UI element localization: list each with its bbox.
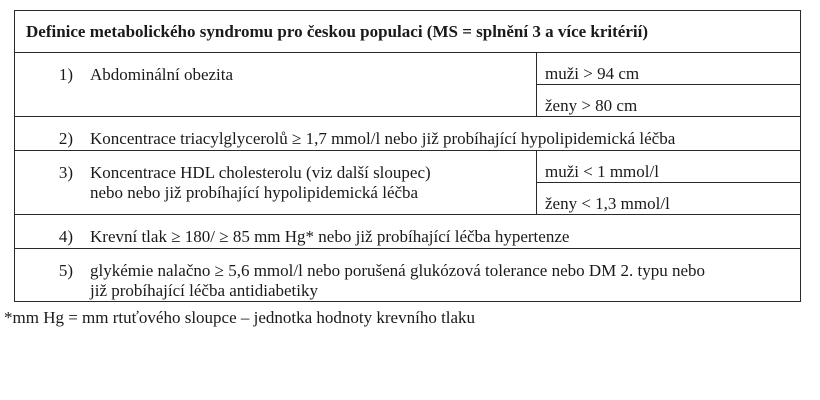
footnote: *mm Hg = mm rtuťového sloupce – jednotka hodnoty krevního tlaku bbox=[4, 308, 476, 327]
criterion-text: Krevní tlak ≥ 180/ ≥ 85 mm Hg* nebo již probíhající léčba hypertenze bbox=[90, 227, 570, 246]
criterion-text bbox=[90, 163, 526, 203]
criterion-number: 4) bbox=[58, 227, 73, 246]
criterion-cell bbox=[15, 117, 801, 151]
value-cell: ženy < 1,3 mmol/l bbox=[537, 183, 801, 215]
criterion-text bbox=[90, 261, 790, 301]
criterion-cell bbox=[15, 215, 801, 249]
criterion-line: Koncentrace HDL cholesterolu (viz další sloupec) bbox=[90, 163, 431, 182]
criterion-line: nebo nebo již probíhající hypolipidemická léčba bbox=[90, 183, 419, 202]
value-cell: muži > 94 cm bbox=[537, 53, 801, 85]
table-row bbox=[15, 249, 801, 302]
metabolic-syndrome-table bbox=[14, 10, 801, 302]
table-title-row bbox=[15, 11, 801, 53]
value-cell: muži < 1 mmol/l bbox=[537, 151, 801, 183]
criterion-number: 1) bbox=[58, 65, 73, 84]
table-title: Definice metabolického syndromu pro českou populaci (MS = splnění 3 a více kritérií) bbox=[15, 11, 801, 53]
criterion-cell bbox=[15, 53, 537, 117]
table-row bbox=[15, 215, 801, 249]
criterion-text: Abdominální obezita bbox=[90, 65, 234, 84]
document bbox=[4, 10, 800, 328]
criterion-cell bbox=[15, 151, 537, 215]
criterion-text: Koncentrace triacylglycerolů ≥ 1,7 mmol/l nebo již probíhající hypolipidemická léčba bbox=[90, 129, 676, 148]
criterion-number: 5) bbox=[58, 261, 73, 280]
criterion-cell bbox=[15, 249, 801, 302]
table-row bbox=[15, 117, 801, 151]
table-row bbox=[15, 151, 801, 183]
table-row bbox=[15, 53, 801, 85]
criterion-line: glykémie nalačno ≥ 5,6 mmol/l nebo porušená glukózová tolerance nebo DM 2. typu nebo bbox=[90, 261, 706, 280]
criterion-line: již probíhající léčba antidiabetiky bbox=[90, 281, 318, 300]
criterion-number: 2) bbox=[58, 129, 73, 148]
value-cell: ženy > 80 cm bbox=[537, 85, 801, 117]
criterion-number: 3) bbox=[58, 163, 73, 182]
